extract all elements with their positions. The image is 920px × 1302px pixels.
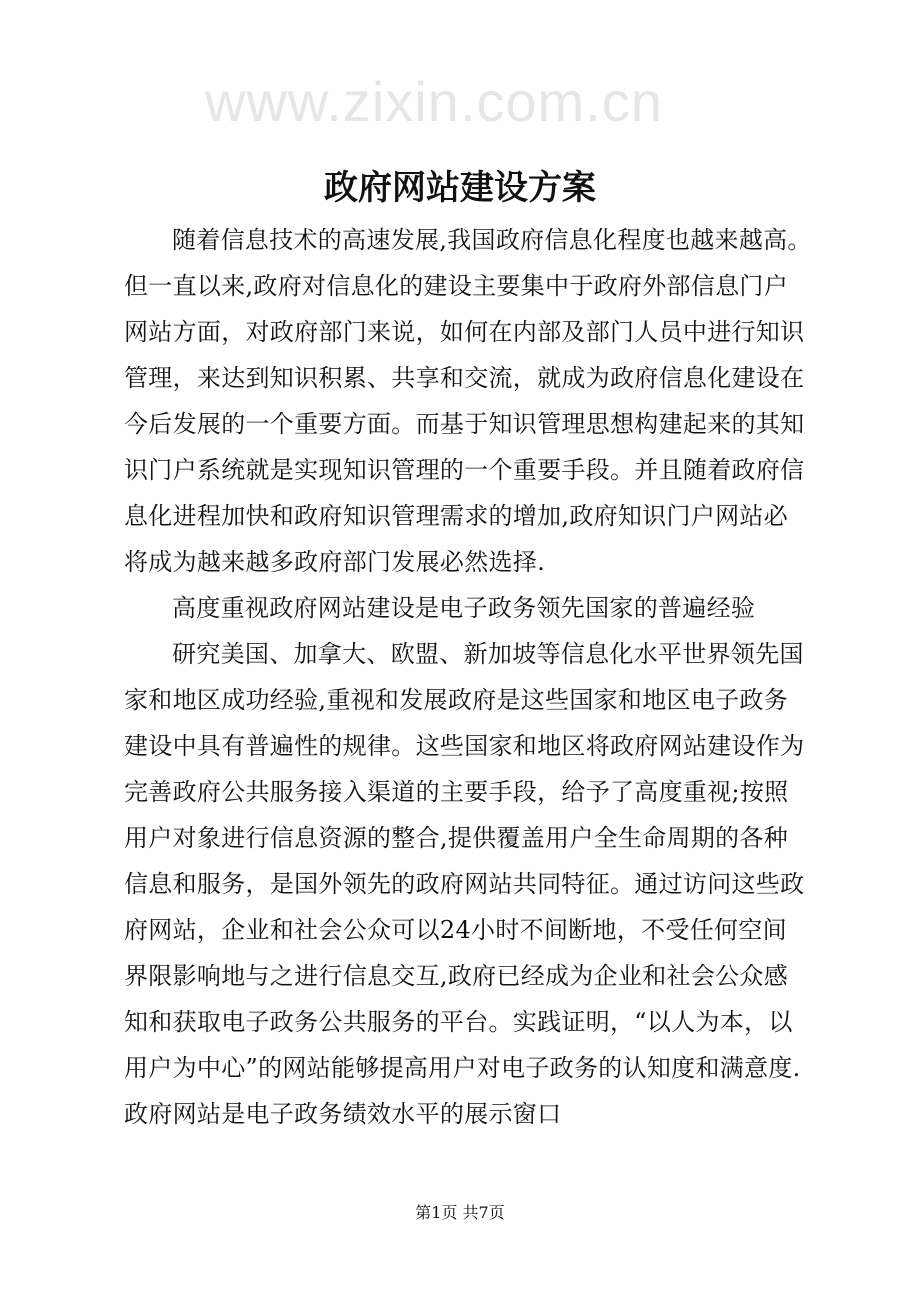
text-line: 息化进程加快和政府知识管理需求的增加,政府知识门户网站必 — [124, 502, 789, 530]
watermark: www.zixin.com.cn — [205, 70, 663, 133]
text-line: 将成为越来越多政府部门发展必然选择. — [124, 548, 546, 576]
document-body — [124, 217, 814, 1137]
text-line: 府网站，企业和社会公众可以24小时不间断地，不受任何空间 — [124, 916, 787, 944]
text-line: 政府网站是电子政务绩效水平的展示窗口 — [124, 1100, 562, 1128]
text-line: 用户为中心”的网站能够提高用户对电子政务的认知度和满意度. — [124, 1054, 801, 1082]
paragraph-experience — [124, 631, 814, 1137]
text-line: 研究美国、加拿大、欧盟、新加坡等信息化水平世界领先国 — [172, 640, 804, 668]
page-footer: 第1页 共7页 — [415, 1203, 505, 1222]
text-line: 建设中具有普遍性的规律。这些国家和地区将政府网站建设作为 — [124, 732, 805, 760]
text-line: 但一直以来,政府对信息化的建设主要集中于政府外部信息门户 — [124, 272, 789, 300]
text-line: 界限影响地与之进行信息交互,政府已经成为企业和社会公众感 — [124, 962, 789, 990]
text-line: 完善政府公共服务接入渠道的主要手段，给予了高度重视;按照 — [124, 778, 789, 806]
text-line: 知和获取电子政务公共服务的平台。实践证明，“以人为本，以 — [124, 1008, 793, 1036]
text-line: 用户对象进行信息资源的整合,提供覆盖用户全生命周期的各种 — [124, 824, 789, 852]
text-line: 管理，来达到知识积累、共享和交流，就成为政府信息化建设在 — [124, 364, 805, 392]
paragraph-intro — [124, 217, 814, 585]
text-line: 信息和服务，是国外领先的政府网站共同特征。通过访问这些政 — [124, 870, 805, 898]
text-line: 随着信息技术的高速发展,我国政府信息化程度也越来越高。 — [172, 226, 812, 254]
document-title: 政府网站建设方案 — [324, 168, 596, 208]
text-line: 网站方面，对政府部门来说，如何在内部及部门人员中进行知识 — [124, 318, 805, 346]
text-line: 今后发展的一个重要方面。而基于知识管理思想构建起来的其知 — [124, 410, 805, 438]
text-line: 家和地区成功经验,重视和发展政府是这些国家和地区电子政务 — [124, 686, 789, 714]
section-heading: 高度重视政府网站建设是电子政务领先国家的普遍经验 — [172, 594, 756, 622]
text-line: 识门户系统就是实现知识管理的一个重要手段。并且随着政府信 — [124, 456, 805, 484]
